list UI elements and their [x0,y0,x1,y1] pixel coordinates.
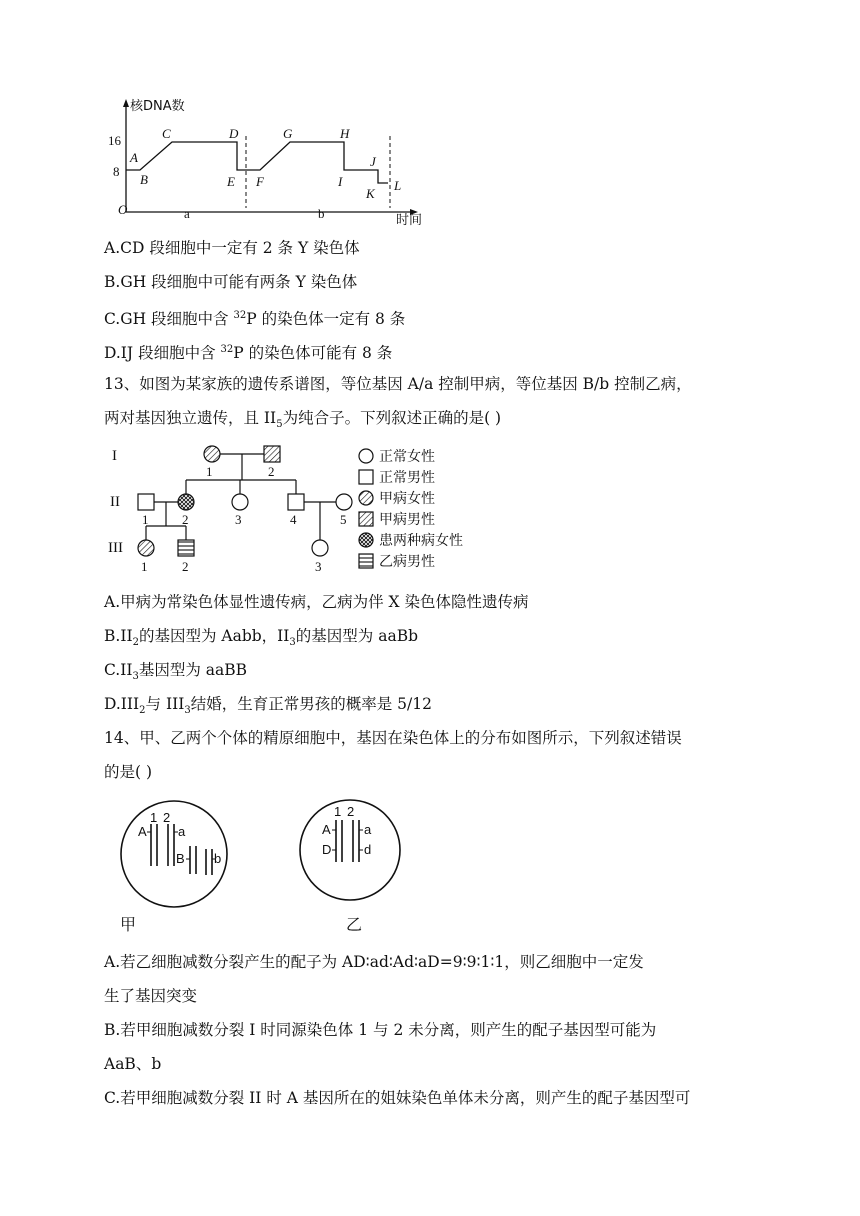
yi-label: 乙 [346,915,363,934]
point-F: F [256,174,264,189]
gen2-num-1: 1 [142,512,149,527]
point-G: G [283,126,293,141]
legend-normal-female: 正常女性 [379,449,435,465]
y-axis-label: 核DNA数 [130,99,185,114]
y-tick-8: 8 [113,164,120,179]
gen3-num-2: 2 [182,559,189,574]
q13-stem-line-1: 13、如图为某家族的遗传系谱图，等位基因 A/a 控制甲病，等位基因 B/b 控制乙病， [104,375,692,393]
y-tick-16: 16 [108,133,121,148]
q13-option-b [104,626,418,653]
text: 基因型为 aaBB [138,661,248,679]
q13-stem-line-2 [104,408,501,435]
subscript: 3 [184,705,191,717]
gen1-num-1: 1 [206,464,213,479]
dna-content-graph [100,96,440,230]
legend-disease1-male: 甲病男性 [379,512,435,528]
q12-option-d [104,340,392,363]
text: 结婚，生育正常男孩的概率是 5/12 [190,695,432,713]
point-B: B [140,172,148,187]
point-K: K [366,186,375,201]
q14-stem-line-1: 14、甲、乙两个个体的精原细胞中，基因在染色体上的分布如图所示，下列叙述错误 [104,729,682,747]
q14-option-a-line-2: 生了基因突变 [104,987,198,1005]
cells-figure [110,796,410,942]
superscript: 32 [233,310,247,321]
point-E: E [227,174,235,189]
gen1-num-2: 2 [268,464,275,479]
text: B.II [104,627,133,645]
yi-gene-d: d [364,842,372,857]
text: 与 III [145,695,185,713]
text: C.II [104,661,133,679]
q14-option-c-line-1: C.若甲细胞减数分裂 II 时 A 基因所在的姐妹染色单体未分离，则产生的配子基因型可 [104,1089,691,1107]
q14-option-b-line-1: B.若甲细胞减数分裂 I 时同源染色体 1 与 2 未分离，则产生的配子基因型可能为 [104,1021,657,1039]
point-D: D [229,126,239,141]
point-J: J [370,154,376,169]
point-A: A [130,150,138,165]
text: 两对基因独立遗传，且 II [104,409,277,427]
superscript: 32 [220,344,234,355]
q14-option-b-line-2: AaB、b [104,1055,162,1073]
jia-chrom-2: 2 [163,810,171,825]
x-axis-label: 时间 [396,213,423,228]
gen3-num-3: 3 [315,559,322,574]
text: 为纯合子。下列叙述正确的是( ) [282,409,502,427]
pedigree-chart [104,440,504,580]
jia-gene-A: A [138,824,147,839]
jia-chrom-1: 1 [150,810,158,825]
phase-a: a [184,206,190,221]
subscript: 3 [132,671,139,683]
gen-label-I: I [112,448,117,464]
gen2-num-2: 2 [182,512,189,527]
yi-gene-a: a [364,822,372,837]
origin-label: O [118,202,128,217]
gen2-num-4: 4 [290,512,297,527]
text: D.IJ 段细胞中含 [104,344,221,363]
point-H: H [340,126,350,141]
text: P 的染色体一定有 8 条 [246,310,406,329]
subscript: 3 [289,637,296,649]
point-C: C [162,126,171,141]
gen3-num-1: 1 [141,559,148,574]
phase-b: b [318,206,325,221]
subscript: 2 [132,637,139,649]
gen2-num-3: 3 [235,512,242,527]
q13-option-d [104,694,432,721]
yi-chrom-2: 2 [347,804,355,819]
yi-chrom-1: 1 [334,804,342,819]
q14-stem-line-2: 的是( ) [104,763,153,781]
subscript: 2 [139,705,146,717]
jia-label: 甲 [120,915,137,934]
text: 的基因型为 Aabb，II [138,627,290,645]
gen-label-II: II [110,494,120,510]
q13-option-c [104,660,247,687]
point-L: L [394,178,402,193]
q13-option-a: A.甲病为常染色体显性遗传病，乙病为伴 X 染色体隐性遗传病 [104,593,529,611]
yi-gene-A: A [322,822,331,837]
yi-gene-D: D [322,842,332,857]
legend-both-female: 患两种病女性 [379,533,463,549]
legend-normal-male: 正常男性 [379,470,435,486]
q12-option-a: A.CD 段细胞中一定有 2 条 Y 染色体 [104,239,360,257]
jia-gene-B: B [176,851,185,866]
text: C.GH 段细胞中含 [104,310,234,329]
gen2-num-5: 5 [340,512,347,527]
text: 的基因型为 aaBb [295,627,419,645]
text: P 的染色体可能有 8 条 [233,344,393,363]
jia-gene-b: b [214,851,222,866]
point-I: I [338,174,343,189]
q12-option-b: B.GH 段细胞中可能有两条 Y 染色体 [104,273,358,291]
gen-label-III: III [108,540,123,556]
q12-option-c [104,306,405,329]
legend-disease2-male: 乙病男性 [379,554,435,570]
subscript: 5 [276,419,283,431]
text: D.III [104,695,140,713]
jia-gene-a: a [178,824,186,839]
q14-option-a-line-1: A.若乙细胞减数分裂产生的配子为 AD∶ad∶Ad∶aD=9∶9∶1∶1，则乙细胞中一定发 [104,953,644,971]
legend-disease1-female: 甲病女性 [379,491,435,507]
